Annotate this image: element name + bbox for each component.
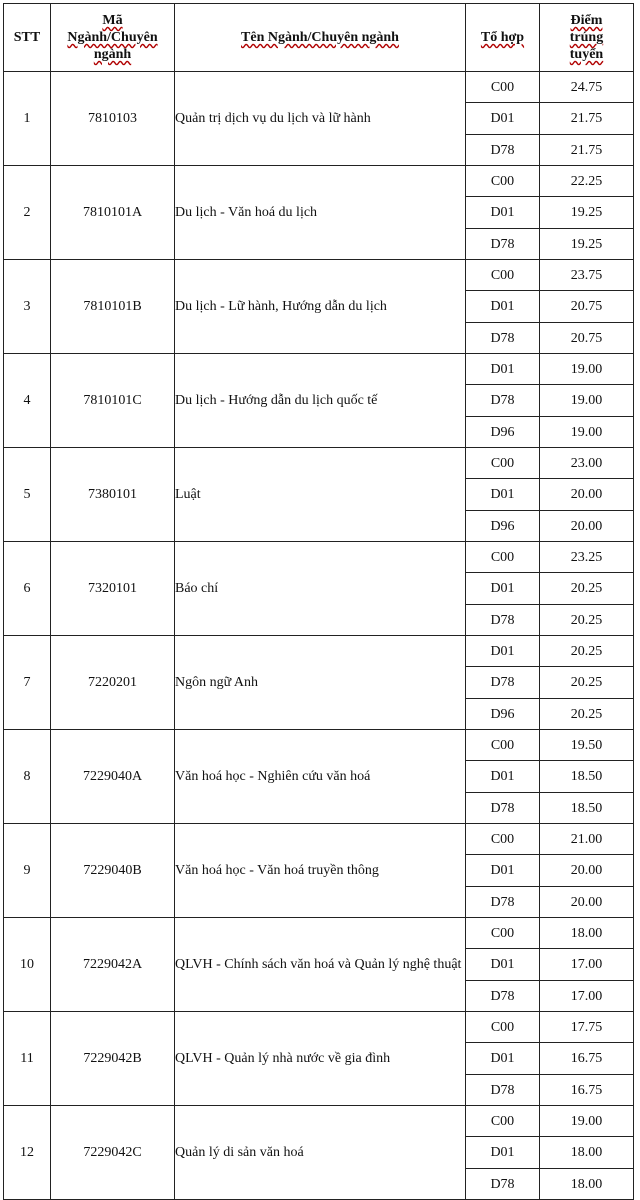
row-score-cell: 20.00 xyxy=(540,479,634,511)
row-combo-cell: D01 xyxy=(466,636,540,667)
row-name-text: Du lịch - Lữ hành, Hướng dẫn du lịch xyxy=(175,299,387,314)
row-stt-cell: 1 xyxy=(4,72,51,166)
row-score-cell: 20.25 xyxy=(540,636,634,667)
row-score-cell: 19.00 xyxy=(540,354,634,385)
row-combo-cell: C00 xyxy=(466,542,540,573)
row-stt-cell: 7 xyxy=(4,636,51,730)
row-combo-cell: D01 xyxy=(466,103,540,135)
row-combo-cell: D01 xyxy=(466,1043,540,1075)
row-score-cell: 18.00 xyxy=(540,1169,634,1200)
header-stt: STT xyxy=(4,4,51,72)
row-name-text: Quản lý di sản văn hoá xyxy=(175,1145,304,1160)
table-row xyxy=(4,72,634,103)
row-name-cell xyxy=(175,166,466,260)
row-name-cell xyxy=(175,824,466,918)
row-score-cell: 20.25 xyxy=(540,573,634,605)
row-score-cell: 22.25 xyxy=(540,166,634,197)
row-name-text: QLVH - Chính sách văn hoá và Quản lý nghệ thuật xyxy=(175,957,462,972)
header-code-line3: ngành xyxy=(93,47,132,62)
row-combo-cell: D78 xyxy=(466,667,540,699)
row-stt-cell: 9 xyxy=(4,824,51,918)
row-score-cell: 18.00 xyxy=(540,918,634,949)
row-combo-cell: D01 xyxy=(466,761,540,793)
table-body xyxy=(4,72,634,1200)
row-name-cell xyxy=(175,354,466,448)
row-name-cell xyxy=(175,542,466,636)
row-combo-cell: D78 xyxy=(466,887,540,918)
row-combo-cell: C00 xyxy=(466,918,540,949)
row-name-cell xyxy=(175,1106,466,1200)
row-name-cell xyxy=(175,260,466,354)
row-name-text: QLVH - Quản lý nhà nước về gia đình xyxy=(175,1051,391,1066)
admission-scores-table xyxy=(3,3,634,1200)
row-combo-cell: D01 xyxy=(466,291,540,323)
row-combo-cell: D78 xyxy=(466,229,540,260)
row-combo-cell: D78 xyxy=(466,1169,540,1200)
row-combo-cell: D01 xyxy=(466,573,540,605)
table-row xyxy=(4,824,634,855)
row-name-cell xyxy=(175,636,466,730)
row-stt-cell: 11 xyxy=(4,1012,51,1106)
row-stt-cell: 4 xyxy=(4,354,51,448)
table-row xyxy=(4,636,634,667)
row-score-cell: 20.25 xyxy=(540,699,634,730)
row-code-cell: 7229042C xyxy=(51,1106,175,1200)
row-score-cell: 17.00 xyxy=(540,949,634,981)
table-row xyxy=(4,448,634,479)
row-name-cell xyxy=(175,448,466,542)
table-row xyxy=(4,260,634,291)
row-code-cell: 7229042B xyxy=(51,1012,175,1106)
table-row xyxy=(4,542,634,573)
row-score-cell: 18.50 xyxy=(540,761,634,793)
row-score-cell: 20.75 xyxy=(540,323,634,354)
row-combo-cell: C00 xyxy=(466,72,540,103)
row-stt-cell: 2 xyxy=(4,166,51,260)
header-combo xyxy=(466,4,540,72)
row-combo-cell: D78 xyxy=(466,981,540,1012)
table-row xyxy=(4,1012,634,1043)
row-combo-cell: D01 xyxy=(466,479,540,511)
row-stt-cell: 12 xyxy=(4,1106,51,1200)
header-score xyxy=(540,4,634,72)
row-stt-cell: 5 xyxy=(4,448,51,542)
row-score-cell: 21.00 xyxy=(540,824,634,855)
row-name-text: Quản trị dịch vụ du lịch và lữ hành xyxy=(175,111,371,126)
row-stt-cell: 3 xyxy=(4,260,51,354)
row-combo-cell: D78 xyxy=(466,385,540,417)
row-combo-cell: C00 xyxy=(466,448,540,479)
row-score-cell: 17.00 xyxy=(540,981,634,1012)
row-name-cell xyxy=(175,730,466,824)
row-combo-cell: C00 xyxy=(466,1106,540,1137)
row-code-cell: 7320101 xyxy=(51,542,175,636)
row-code-cell: 7810101C xyxy=(51,354,175,448)
row-stt-cell: 8 xyxy=(4,730,51,824)
row-score-cell: 20.00 xyxy=(540,887,634,918)
row-score-cell: 18.50 xyxy=(540,793,634,824)
header-code xyxy=(51,4,175,72)
row-name-cell xyxy=(175,72,466,166)
row-score-cell: 20.75 xyxy=(540,291,634,323)
row-code-cell: 7810101A xyxy=(51,166,175,260)
row-combo-cell: C00 xyxy=(466,1012,540,1043)
row-score-cell: 23.25 xyxy=(540,542,634,573)
row-code-cell: 7229042A xyxy=(51,918,175,1012)
row-name-text: Du lịch - Hướng dẫn du lịch quốc tế xyxy=(175,393,378,408)
row-combo-cell: D01 xyxy=(466,1137,540,1169)
row-name-text: Báo chí xyxy=(175,581,219,596)
row-combo-cell: D01 xyxy=(466,949,540,981)
row-score-cell: 16.75 xyxy=(540,1043,634,1075)
table-row xyxy=(4,1106,634,1137)
row-code-cell: 7810101B xyxy=(51,260,175,354)
header-score-line2: trúng xyxy=(569,30,604,45)
row-score-cell: 23.00 xyxy=(540,448,634,479)
row-score-cell: 21.75 xyxy=(540,135,634,166)
row-name-text: Văn hoá học - Văn hoá truyền thông xyxy=(175,863,379,878)
row-score-cell: 18.00 xyxy=(540,1137,634,1169)
row-name-text: Du lịch - Văn hoá du lịch xyxy=(175,205,318,220)
row-stt-cell: 6 xyxy=(4,542,51,636)
row-code-cell: 7220201 xyxy=(51,636,175,730)
row-code-cell: 7380101 xyxy=(51,448,175,542)
header-name-text: Tên Ngành/Chuyên ngành xyxy=(241,30,399,45)
header-code-line1: Mã xyxy=(102,13,123,28)
table-row xyxy=(4,918,634,949)
header-score-line3: tuyển xyxy=(569,47,604,62)
row-code-cell: 7229040A xyxy=(51,730,175,824)
row-name-text: Văn hoá học - Nghiên cứu văn hoá xyxy=(175,769,371,784)
row-name-text: Luật xyxy=(175,487,201,502)
row-combo-cell: D96 xyxy=(466,511,540,542)
table-row xyxy=(4,730,634,761)
row-combo-cell: D96 xyxy=(466,417,540,448)
row-score-cell: 19.25 xyxy=(540,229,634,260)
row-name-cell xyxy=(175,1012,466,1106)
row-combo-cell: D78 xyxy=(466,135,540,166)
row-combo-cell: D96 xyxy=(466,699,540,730)
row-score-cell: 23.75 xyxy=(540,260,634,291)
row-score-cell: 19.00 xyxy=(540,385,634,417)
row-combo-cell: C00 xyxy=(466,730,540,761)
row-score-cell: 17.75 xyxy=(540,1012,634,1043)
row-score-cell: 20.00 xyxy=(540,511,634,542)
row-name-text: Ngôn ngữ Anh xyxy=(175,675,259,690)
row-score-cell: 20.25 xyxy=(540,667,634,699)
row-code-cell: 7810103 xyxy=(51,72,175,166)
row-combo-cell: D78 xyxy=(466,323,540,354)
row-code-cell: 7229040B xyxy=(51,824,175,918)
row-score-cell: 19.00 xyxy=(540,417,634,448)
header-code-line2: Ngành/Chuyên xyxy=(67,30,158,45)
row-score-cell: 19.25 xyxy=(540,197,634,229)
header-score-line1: Điểm xyxy=(570,13,603,28)
row-combo-cell: C00 xyxy=(466,260,540,291)
row-stt-cell: 10 xyxy=(4,918,51,1012)
table-row xyxy=(4,166,634,197)
header-combo-text: Tổ hợp xyxy=(480,30,525,45)
row-score-cell: 20.25 xyxy=(540,605,634,636)
row-combo-cell: D78 xyxy=(466,793,540,824)
row-combo-cell: D01 xyxy=(466,197,540,229)
row-score-cell: 19.50 xyxy=(540,730,634,761)
row-score-cell: 21.75 xyxy=(540,103,634,135)
row-combo-cell: C00 xyxy=(466,824,540,855)
header-name xyxy=(175,4,466,72)
row-score-cell: 16.75 xyxy=(540,1075,634,1106)
row-name-cell xyxy=(175,918,466,1012)
row-combo-cell: D78 xyxy=(466,605,540,636)
row-combo-cell: D01 xyxy=(466,354,540,385)
row-score-cell: 24.75 xyxy=(540,72,634,103)
table-row xyxy=(4,354,634,385)
row-score-cell: 20.00 xyxy=(540,855,634,887)
row-combo-cell: D01 xyxy=(466,855,540,887)
row-combo-cell: D78 xyxy=(466,1075,540,1106)
table-header-row xyxy=(4,4,634,72)
row-combo-cell: C00 xyxy=(466,166,540,197)
row-score-cell: 19.00 xyxy=(540,1106,634,1137)
